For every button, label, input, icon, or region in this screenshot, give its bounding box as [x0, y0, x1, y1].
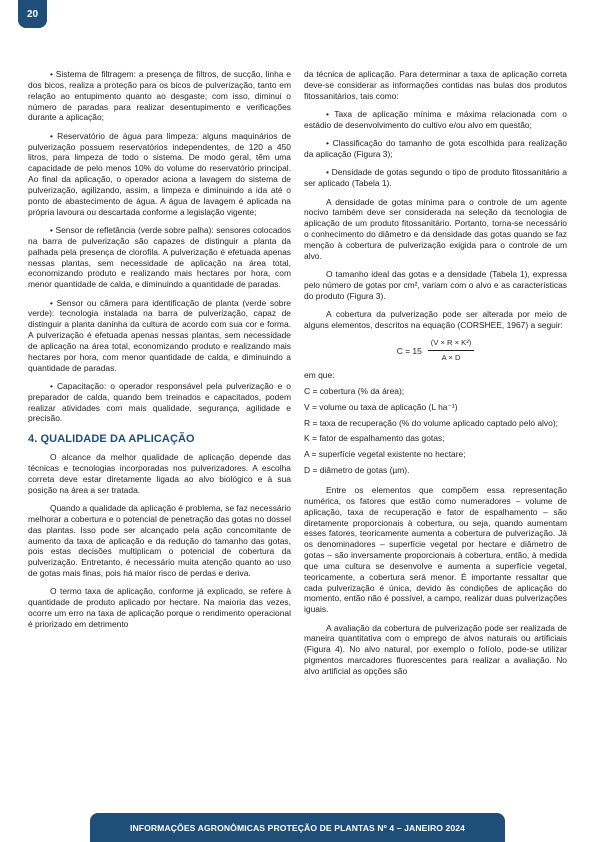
page-number: 20: [18, 0, 47, 28]
section-heading: 4. QUALIDADE DA APLICAÇÃO: [28, 433, 195, 446]
definition-d: D = diâmetro de gotas (µm).: [304, 465, 410, 476]
footer-banner: INFORMAÇÕES AGRONÔMICAS PROTEÇÃO DE PLANTAS Nº 4 – JANEIRO 2024: [90, 813, 505, 842]
paragraph: A avaliação da cobertura de pulverização pode ser realizada de maneira quantitativa com o emprego de alvos naturais ou artificiais (Figura 4). No alvo natural, por exemplo o folíolo, pode-se utilizar pigmentos marcadores fluorescentes para realizar a avaliação. No alvo artificial as opções são: [304, 622, 567, 676]
definition-c: C = cobertura (% da área);: [304, 385, 405, 396]
bullet-tamanho-gota: • Classificação do tamanho de gota escolhida para realização da aplicação (Figura 3);: [304, 138, 567, 160]
paragraph: Entre os elementos que compõem essa representação numérica, os fatores que estão como numeradores – volume de aplicação, taxa de recuperação e fator de espalhamento – são diretamente proporcionais à cobertura, ou seja, quando aumentam esses fatores, teoricamente aumenta a cobertura de pulverização. Já os denominadores – superfície vegetal por hectare e diâmetro de gotas – são inversamente proporcionais à cobertura, então, à medida que uma cultura se desenvolve e aumenta a superfície vegetal, teoricamente, a cobertura será menor. É importante ressaltar que cada pulverização é única, devido às condições de aplicação do momento, então não é possível, a campo, realizar duas pulverizações iguais.: [304, 484, 567, 615]
em-que-label: em que:: [304, 370, 335, 381]
definition-v: V = volume ou taxa de aplicação (L ha⁻¹): [304, 401, 458, 412]
paragraph: O tamanho ideal das gotas e a densidade (Tabela 1), expressa pelo número de gotas por cm², variam com o alvo e as características do produto (Figura 3).: [304, 269, 567, 301]
definition-k: K = fator de espalhamento das gotas;: [304, 433, 445, 444]
paragraph: O termo taxa de aplicação, conforme já explicado, se refere à quantidade de produto aplicado por hectare. Na maioria das vezes, ocorre um erro na taxa de aplicação porque o rendimento operacional é priorizado em detrimento: [28, 586, 291, 629]
bullet-reservatorio: • Reservatório de água para limpeza: alguns maquinários de pulverização possuem reservatórios independentes, de 120 a 450 litros, para limpeza de todo o sistema. De modo geral, têm uma capacidade de pelo menos 10% do volume do reservatório principal. Ao final da aplicação, o operador aciona a lavagem do sistema de pulverização, agilizando, assim, a limpeza e diminuindo a ida até o ponto de abastecimento de água. A água de lavagem é aplicada na própria lavoura ou descartada conforme a legislação vigente;: [28, 130, 291, 217]
bullet-taxa: • Taxa de aplicação mínima e máxima relacionada com o estádio de desenvolvimento do cultivo e/ou alvo em questão;: [304, 109, 567, 130]
equation-lhs: C = 15: [396, 345, 422, 356]
paragraph: A cobertura da pulverização pode ser alterada por meio de alguns elementos, descritos na equação (CORSHEE, 1967) a seguir:: [304, 309, 567, 331]
definition-a: A = superfície vegetal existente no hectare;: [304, 449, 466, 460]
bullet-sensor-refletancia: • Sensor de refletância (verde sobre palha): sensores colocados na barra de pulverização são capazes de distinguir a planta da palhada pela presença de clorofila. A pulverização é efetuada apenas nessas plantas, sem necessidade de aplicação na área total, economizando produto e realizando mais hectares por hora, com menor quantidade de calda, e diminuindo a quantidade de paradas.: [28, 224, 291, 290]
paragraph: O alcance da melhor qualidade de aplicação depende das técnicas e tecnologias incorporadas nos pulverizadores. A escolha correta deve estar diretamente ligada ao alvo biológico e à sua posição na área a ser tratada.: [28, 452, 291, 495]
right-column: [304, 69, 567, 684]
paragraph: A densidade de gotas mínima para o controle de um agente nocivo também deve ser considerada na seleção da tecnologia de aplicação de um produto fitossanitário. Portanto, torna-se necessário o conhecimento do diâmetro e da densidade das gotas quando se faz menção à cobertura de pulverização exigida para o controle de um alvo.: [304, 196, 567, 261]
paragraph: Quando a qualidade da aplicação é problema, se faz necessário melhorar a cobertura e o potencial de penetração das gotas no dossel das plantas. Isso pode ser alcançado pela ação concomitante de aumento da taxa de aplicação e da redução do tamanho das gotas, pois estas decisões multiplicam o potencial de cobertura da pulverização. Entretanto, é necessário muita atenção quanto ao uso de gotas mais finas, pois há maior risco de perdas e deriva.: [28, 503, 291, 579]
bullet-densidade: • Densidade de gotas segundo o tipo de produto fitossanitário a ser aplicado (Tabela 1).: [304, 167, 567, 189]
equation-denominator: A × D: [441, 353, 461, 363]
bullet-capacitacao: • Capacitação: o operador responsável pela pulverização e o preparador de calda, quando bem treinados e capacitados, podem realizar atividades com mais qualidade, segurança, agilidade e precisão.: [28, 380, 291, 424]
left-column: [28, 69, 291, 637]
bullet-filtragem: • Sistema de filtragem: a presença de filtros, de sucção, linha e dos bicos, realiza a proteção para os bicos de pulverização, tanto em relação ao entupimento quanto ao desgaste; com isso, diminui o número de paradas para realizar desentupimento e verificações durante a aplicação;: [28, 69, 291, 123]
equation-fraction: [428, 338, 475, 364]
equation-numerator: (V × R × K²): [428, 338, 475, 351]
definition-r: R = taxa de recuperação (% do volume aplicado captado pelo alvo);: [304, 417, 558, 428]
coverage-equation: [304, 338, 567, 364]
paragraph: da técnica de aplicação. Para determinar a taxa de aplicação correta deve-se considerar as informações contidas nas bulas dos produtos fitossanitários, tais como:: [304, 69, 567, 101]
bullet-sensor-camera: • Sensor ou câmera para identificação de planta (verde sobre verde): tecnologia instalada na barra de pulverização, capaz de distinguir a planta daninha da cultura de acordo com sua cor e forma. A pulverização é efetuada apenas nessas plantas, sem necessidade de aplicação na área total, economizando produto e realizando mais hectares por hora, com menor quantidade de calda, e diminuindo a quantidade de paradas.: [28, 297, 291, 373]
